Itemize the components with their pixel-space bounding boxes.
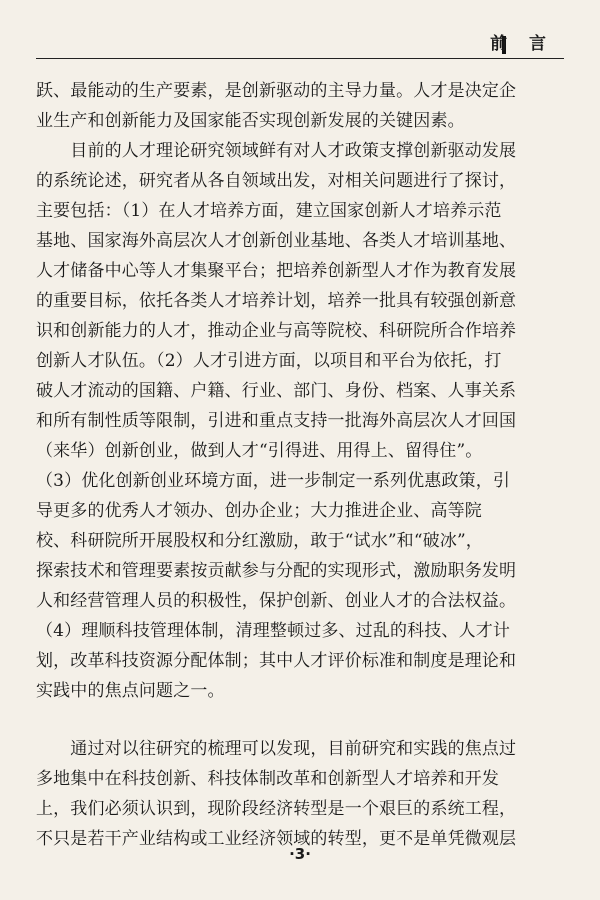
text-line: 破人才流动的国籍、户籍、行业、部门、身份、档案、人事关系 [36, 381, 517, 401]
text-line: 上，我们必须认识到，现阶段经济转型是一个艰巨的系统工程， [36, 799, 517, 819]
text-line: （3）优化创新创业环境方面，进一步制定一系列优惠政策，引 [36, 471, 511, 491]
text-line: 创新人才队伍。（2）人才引进方面，以项目和平台为依托，打 [36, 351, 502, 371]
body-text [36, 76, 564, 854]
text-line: 目前的人才理论研究领域鲜有对人才政策支撑创新驱动发展 [36, 141, 517, 161]
text-line: 的重要目标，依托各类人才培养计划，培养一批具有较强创新意 [36, 291, 517, 311]
section-title: 前 言 [490, 34, 554, 54]
text-line: 识和创新能力的人才，推动企业与高等院校、科研院所合作培养 [36, 321, 517, 341]
text-line: 的系统论述，研究者从各自领域出发，对相关问题进行了探讨， [36, 171, 517, 191]
text-line: （4）理顺科技管理体制，清理整顿过多、过乱的科技、人才计 [36, 621, 511, 641]
text-line: 实践中的焦点问题之一。 [36, 681, 225, 701]
text-line: 通过对以往研究的梳理可以发现，目前研究和实践的焦点过 [36, 739, 517, 759]
text-line: 人才储备中心等人才集聚平台；把培养创新型人才作为教育发展 [36, 261, 517, 281]
text-line: 不只是若干产业结构或工业经济领域的转型，更不是单凭微观层 [36, 829, 517, 849]
text-line: 业生产和创新能力及国家能否实现创新发展的关键因素。 [36, 111, 465, 131]
text-line: 和所有制性质等限制，引进和重点支持一批海外高层次人才回国 [36, 411, 517, 431]
paragraph-spacer [36, 706, 564, 734]
text-line: 人和经营管理人员的积极性，保护创新、创业人才的合法权益。 [36, 591, 517, 611]
text-line: 主要包括：（1）在人才培养方面，建立国家创新人才培养示范 [36, 201, 502, 221]
text-line: 校、科研院所开展股权和分红激励，敢于“试水”和“破冰”， [36, 531, 483, 551]
text-line: 导更多的优秀人才领办、创办企业；大力推进企业、高等院 [36, 501, 482, 521]
running-header [36, 28, 564, 59]
text-line: 跃、最能动的生产要素，是创新驱动的主导力量。人才是决定企 [36, 81, 517, 101]
text-line: 基地、国家海外高层次人才创新创业基地、各类人才培训基地、 [36, 231, 517, 251]
text-line: （来华）创新创业，做到人才“引得进、用得上、留得住”。 [36, 441, 483, 461]
text-line: 探索技术和管理要素按贡献参与分配的实现形式，激励职务发明 [36, 561, 517, 581]
text-line: 划，改革科技资源分配体制；其中人才评价标准和制度是理论和 [36, 651, 517, 671]
page-number: ·3· [289, 845, 311, 863]
text-line: 多地集中在科技创新、科技体制改革和创新型人才培养和开发 [36, 769, 500, 789]
